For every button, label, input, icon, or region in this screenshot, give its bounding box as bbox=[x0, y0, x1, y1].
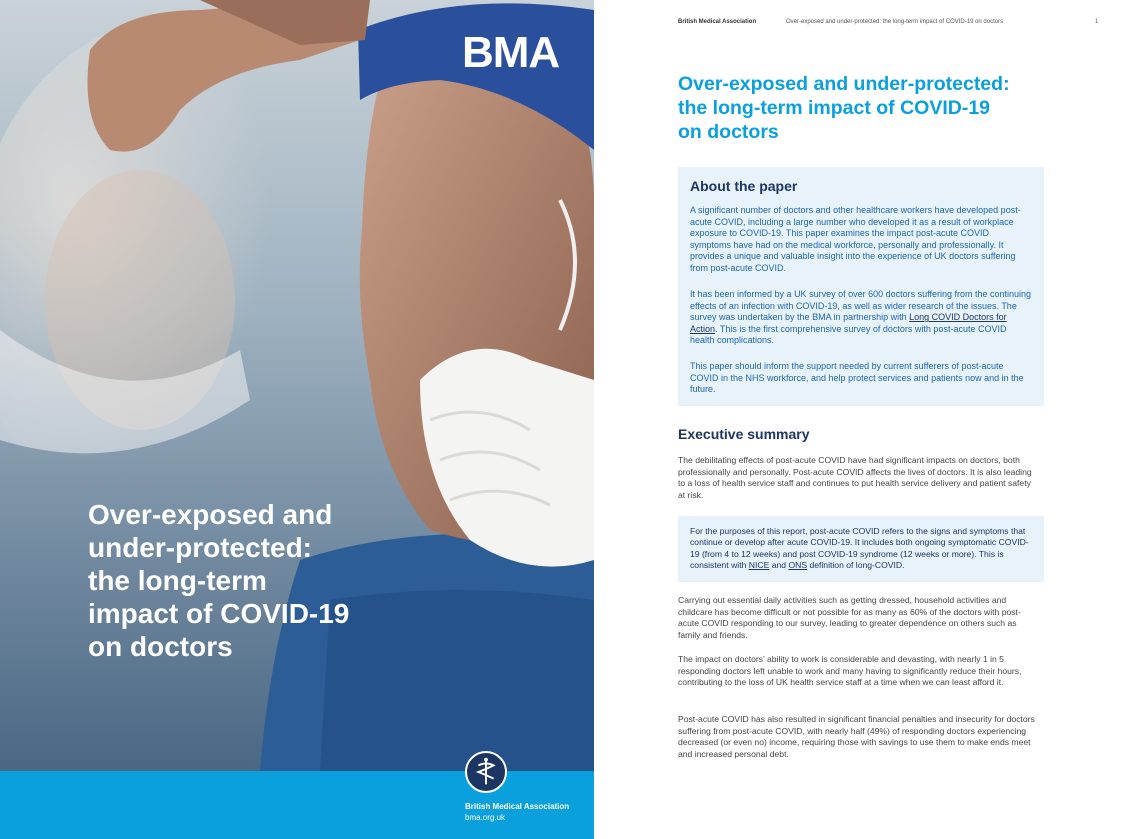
about-paragraph-2 bbox=[690, 289, 1032, 347]
definition-text-mid: and bbox=[769, 560, 789, 571]
executive-paragraph-2: Carrying out essential daily activities such as getting dressed, household activities and childcare has become difficult or not possible for as many as 60% of the doctors with post-acute COVID responding to our survey, leading to greater dependence on others such as family and friends. bbox=[678, 595, 1021, 641]
executive-summary-heading: Executive summary bbox=[678, 426, 810, 442]
cover-org-name: British Medical Association bbox=[465, 802, 570, 811]
nice-link[interactable]: NICE bbox=[748, 560, 770, 571]
running-header-title: Over-exposed and under-protected: the long-term impact of COVID-19 on doctors bbox=[786, 19, 1004, 25]
page-number: 1 bbox=[1095, 19, 1099, 25]
executive-paragraph-4: Post-acute COVID has also resulted in significant financial penalties and insecurity for doctors suffering from post-acute COVID, with nearly half (49%) of responding doctors experiencing decreased (or even no) income, requiring those with savings to use them to make ends meet and increased personal debt. bbox=[678, 714, 1035, 760]
about-the-paper-box bbox=[678, 167, 1044, 406]
about-paragraph-2-text: It has been informed by a UK survey of over 600 doctors suffering from the continuing effects of an infection with COVID-19, as well as wider research of the issues. The survey was undertaken by the BMA in partnership with bbox=[690, 289, 1032, 323]
document-page bbox=[594, 0, 1146, 839]
bma-emblem-icon bbox=[465, 751, 507, 793]
running-header-org: British Medical Association bbox=[678, 19, 757, 25]
about-paragraph-3: This paper should inform the support needed by current sufferers of post-acute COVID in the NHS workforce, and help protect services and patients now and in the future. bbox=[690, 361, 1024, 395]
executive-paragraph-3: The impact on doctors’ ability to work is considerable and devasting, with nearly 1 in 5 responding doctors left unable to work and many having to significantly reduce their hours, contributing to the loss of UK health service staff at a time when we can least afford it. bbox=[678, 654, 1022, 688]
cover-url[interactable]: bma.org.uk bbox=[465, 813, 506, 822]
definition-text bbox=[690, 526, 1035, 572]
long-covid-doctors-link[interactable]: Long COVID Doctors for Action bbox=[690, 312, 1007, 334]
ons-link[interactable]: ONS bbox=[788, 560, 808, 571]
executive-paragraph-1: The debilitating effects of post-acute COVID have had significant impacts on doctors, both professionally and personally. Post-acute COVID affects the lives of doctors. It is also leading to a loss of health service staff and continues to put health service delivery and patient safety at risk. bbox=[678, 455, 1032, 501]
cover-title: Over-exposed and under-protected: the long-term impact of COVID-19 on doctors bbox=[88, 499, 350, 662]
definition-text-start: For the purposes of this report, post-acute COVID refers to the signs and symptoms that continue or develop after acute COVID-19. It includes both ongoing symptomatic COVID-19 (from 4 to 12 weeks) and post COVID-19 syndrome (12 weeks or more). This is consistent with bbox=[690, 526, 1029, 571]
about-paragraph-2-text-end: . This is the first comprehensive survey of doctors with post-acute COVID health complications. bbox=[690, 323, 1007, 346]
about-heading: About the paper bbox=[690, 178, 798, 194]
bma-logo: BMA bbox=[462, 28, 560, 77]
about-paragraph-1: A significant number of doctors and other healthcare workers have developed post-acute COVID, including a large number who developed it as a result of workplace exposure to COVID-19. This paper examines the impact post-acute COVID symptoms have had on the medical workforce, personally and professionally. It provides a unique and valuable insight into the experience of UK doctors suffering from post-acute COVID. bbox=[690, 205, 1021, 273]
definition-text-end: definition of long-COVID. bbox=[807, 560, 905, 571]
running-header bbox=[678, 19, 1004, 25]
definition-box bbox=[678, 516, 1044, 582]
paper-title: Over-exposed and under-protected: the long-term impact of COVID-19 on doctors bbox=[678, 73, 1010, 143]
